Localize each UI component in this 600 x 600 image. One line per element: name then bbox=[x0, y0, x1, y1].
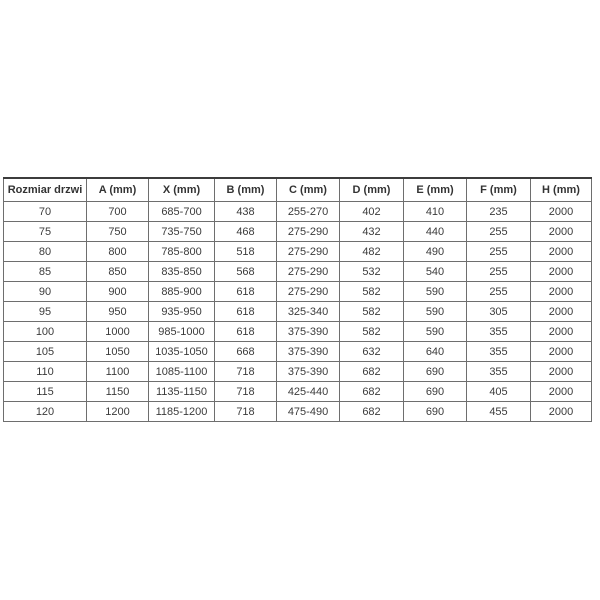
table-row bbox=[4, 262, 592, 282]
table-cell: 110 bbox=[4, 362, 87, 382]
table-cell: 490 bbox=[404, 242, 467, 262]
table-cell: 632 bbox=[340, 342, 404, 362]
table-cell: 410 bbox=[404, 202, 467, 222]
table-cell: 2000 bbox=[531, 382, 592, 402]
table-cell: 568 bbox=[215, 262, 277, 282]
table-cell: 2000 bbox=[531, 262, 592, 282]
table-cell: 618 bbox=[215, 302, 277, 322]
table-cell: 618 bbox=[215, 322, 277, 342]
table-cell: 985-1000 bbox=[149, 322, 215, 342]
table-cell: 2000 bbox=[531, 222, 592, 242]
table-cell: 355 bbox=[467, 342, 531, 362]
table-cell: 800 bbox=[87, 242, 149, 262]
table-cell: 735-750 bbox=[149, 222, 215, 242]
table-cell: 582 bbox=[340, 322, 404, 342]
table-cell: 402 bbox=[340, 202, 404, 222]
table-cell: 718 bbox=[215, 362, 277, 382]
table-cell: 70 bbox=[4, 202, 87, 222]
table-cell: 405 bbox=[467, 382, 531, 402]
table-cell: 275-290 bbox=[277, 262, 340, 282]
table-cell: 105 bbox=[4, 342, 87, 362]
table-cell: 2000 bbox=[531, 342, 592, 362]
table-cell: 2000 bbox=[531, 242, 592, 262]
table-row bbox=[4, 382, 592, 402]
table-cell: 835-850 bbox=[149, 262, 215, 282]
table-cell: 255 bbox=[467, 262, 531, 282]
table-cell: 590 bbox=[404, 322, 467, 342]
table-row bbox=[4, 342, 592, 362]
table-cell: 2000 bbox=[531, 402, 592, 422]
header-row bbox=[4, 178, 592, 202]
table-cell: 718 bbox=[215, 402, 277, 422]
table-cell: 355 bbox=[467, 322, 531, 342]
table-cell: 532 bbox=[340, 262, 404, 282]
column-header-e: E (mm) bbox=[404, 178, 467, 202]
table-cell: 2000 bbox=[531, 282, 592, 302]
table-cell: 690 bbox=[404, 402, 467, 422]
table-cell: 1185-1200 bbox=[149, 402, 215, 422]
table-row bbox=[4, 202, 592, 222]
table-row bbox=[4, 282, 592, 302]
dimensions-table bbox=[3, 177, 592, 422]
table-cell: 355 bbox=[467, 362, 531, 382]
table-cell: 325-340 bbox=[277, 302, 340, 322]
table-cell: 685-700 bbox=[149, 202, 215, 222]
table-cell: 682 bbox=[340, 362, 404, 382]
table-cell: 115 bbox=[4, 382, 87, 402]
table-row bbox=[4, 222, 592, 242]
table-cell: 1150 bbox=[87, 382, 149, 402]
table-cell: 682 bbox=[340, 402, 404, 422]
table-cell: 475-490 bbox=[277, 402, 340, 422]
column-header-c: C (mm) bbox=[277, 178, 340, 202]
table-cell: 275-290 bbox=[277, 222, 340, 242]
table-cell: 305 bbox=[467, 302, 531, 322]
table-cell: 75 bbox=[4, 222, 87, 242]
table-cell: 590 bbox=[404, 282, 467, 302]
table-cell: 1035-1050 bbox=[149, 342, 215, 362]
table-cell: 2000 bbox=[531, 302, 592, 322]
table-cell: 590 bbox=[404, 302, 467, 322]
table-cell: 1100 bbox=[87, 362, 149, 382]
table-cell: 582 bbox=[340, 302, 404, 322]
table-cell: 455 bbox=[467, 402, 531, 422]
table-cell: 885-900 bbox=[149, 282, 215, 302]
table-cell: 375-390 bbox=[277, 362, 340, 382]
table-cell: 1200 bbox=[87, 402, 149, 422]
table-cell: 375-390 bbox=[277, 342, 340, 362]
table-cell: 120 bbox=[4, 402, 87, 422]
table-cell: 255 bbox=[467, 222, 531, 242]
table-cell: 255 bbox=[467, 242, 531, 262]
table-cell: 80 bbox=[4, 242, 87, 262]
table-cell: 438 bbox=[215, 202, 277, 222]
table-cell: 425-440 bbox=[277, 382, 340, 402]
table-cell: 100 bbox=[4, 322, 87, 342]
table-cell: 682 bbox=[340, 382, 404, 402]
table-cell: 640 bbox=[404, 342, 467, 362]
column-header-f: F (mm) bbox=[467, 178, 531, 202]
table-cell: 235 bbox=[467, 202, 531, 222]
table-cell: 1050 bbox=[87, 342, 149, 362]
table-cell: 1135-1150 bbox=[149, 382, 215, 402]
table-row bbox=[4, 362, 592, 382]
column-header-x: X (mm) bbox=[149, 178, 215, 202]
table-cell: 1000 bbox=[87, 322, 149, 342]
table-cell: 468 bbox=[215, 222, 277, 242]
table-cell: 255-270 bbox=[277, 202, 340, 222]
table-cell: 690 bbox=[404, 382, 467, 402]
table-cell: 750 bbox=[87, 222, 149, 242]
table-cell: 275-290 bbox=[277, 282, 340, 302]
table-cell: 375-390 bbox=[277, 322, 340, 342]
table-row bbox=[4, 322, 592, 342]
table-cell: 2000 bbox=[531, 362, 592, 382]
table-cell: 690 bbox=[404, 362, 467, 382]
table-cell: 85 bbox=[4, 262, 87, 282]
table-cell: 900 bbox=[87, 282, 149, 302]
table-cell: 540 bbox=[404, 262, 467, 282]
table-row bbox=[4, 402, 592, 422]
table-cell: 850 bbox=[87, 262, 149, 282]
column-header-h: H (mm) bbox=[531, 178, 592, 202]
table-cell: 482 bbox=[340, 242, 404, 262]
table-cell: 785-800 bbox=[149, 242, 215, 262]
table-cell: 950 bbox=[87, 302, 149, 322]
column-header-b: B (mm) bbox=[215, 178, 277, 202]
table-cell: 668 bbox=[215, 342, 277, 362]
table-cell: 618 bbox=[215, 282, 277, 302]
table-cell: 1085-1100 bbox=[149, 362, 215, 382]
table-cell: 935-950 bbox=[149, 302, 215, 322]
table-cell: 718 bbox=[215, 382, 277, 402]
table-cell: 582 bbox=[340, 282, 404, 302]
table-cell: 440 bbox=[404, 222, 467, 242]
table-row bbox=[4, 242, 592, 262]
column-header-d: D (mm) bbox=[340, 178, 404, 202]
table-row bbox=[4, 302, 592, 322]
column-header-a: A (mm) bbox=[87, 178, 149, 202]
table-cell: 2000 bbox=[531, 322, 592, 342]
table-cell: 95 bbox=[4, 302, 87, 322]
table-cell: 518 bbox=[215, 242, 277, 262]
table-cell: 275-290 bbox=[277, 242, 340, 262]
table-cell: 2000 bbox=[531, 202, 592, 222]
table-cell: 255 bbox=[467, 282, 531, 302]
table-cell: 90 bbox=[4, 282, 87, 302]
table-cell: 432 bbox=[340, 222, 404, 242]
table-cell: 700 bbox=[87, 202, 149, 222]
column-header-rozmiar-drzwi: Rozmiar drzwi bbox=[4, 178, 87, 202]
